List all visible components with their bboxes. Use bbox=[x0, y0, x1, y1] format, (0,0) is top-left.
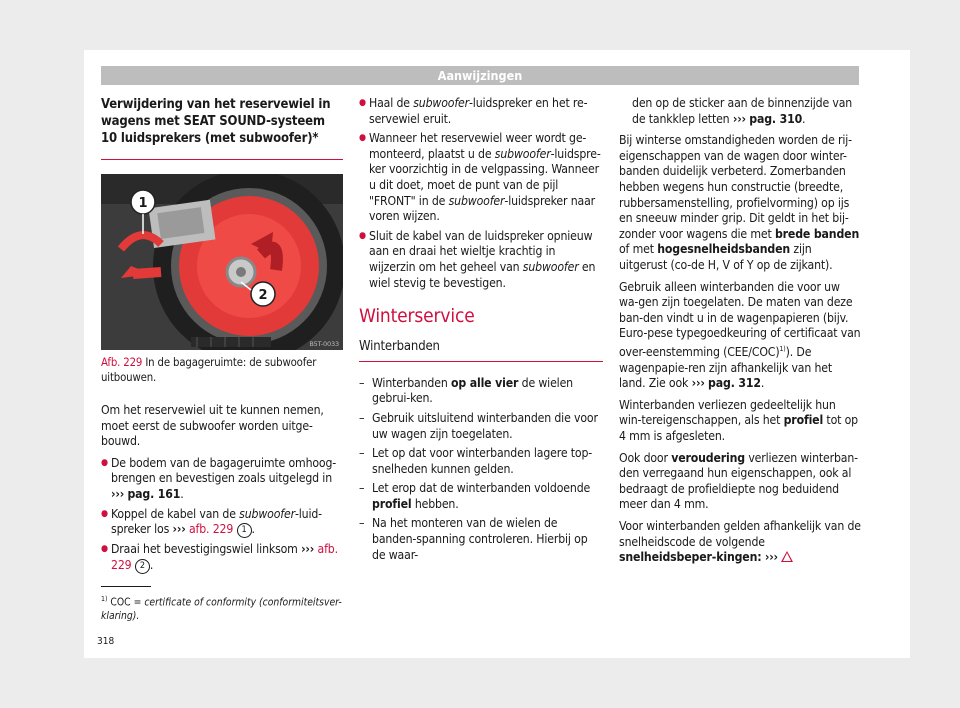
figure-link[interactable]: afb. 229 bbox=[111, 542, 338, 572]
dash-item: – Let erop dat de winterbanden voldoende profiel hebben. bbox=[359, 481, 603, 512]
paragraph: Winterbanden verliezen gedeeltelijk hun win-tereigenschappen, als het profiel tot op 4 mm is afgesleten. bbox=[619, 397, 858, 443]
page-link[interactable]: pag. 310 bbox=[749, 111, 803, 126]
bullet-item: ● Wanneer het reservewiel weer wordt ge-monteerd, plaatst u de subwoofer-luidspre-ker voorzichtig in de velgpassing. Wanneer u dit doet, moet de punt van de pijl "FRONT" in de subwoofer-luidspreker naar voren wijzen. bbox=[359, 131, 603, 225]
caption-text: In de bagageruimte: de subwoofer uitbouwen. bbox=[101, 356, 317, 384]
paragraph: Ook door veroudering verliezen winterban-den verregaand hun eigenschappen, ook al bedraagt de profieldiepte nog beduidend meer dan 4 mm. bbox=[619, 450, 858, 512]
dash-item: – Winterbanden op alle vier de wielen gebrui-ken. bbox=[359, 376, 603, 407]
callout-number: 2 bbox=[135, 559, 150, 574]
figure-subwoofer bbox=[101, 174, 343, 350]
figure-caption bbox=[101, 356, 343, 385]
subsection-divider bbox=[359, 361, 603, 362]
section-title: Verwijdering van het reservewiel in wagens met SEAT SOUND-systeem 10 luidsprekers (met subwoofer)* bbox=[101, 97, 331, 146]
bullet-item: ● Draai het bevestigingswiel linksom ››› afb. 229 2 . bbox=[101, 542, 343, 574]
callout-number: 1 bbox=[237, 523, 252, 538]
dash-item: – Gebruik uitsluitend winterbanden die voor uw wagen zijn toegelaten. bbox=[359, 411, 603, 442]
page-number: 318 bbox=[97, 636, 115, 647]
figure-link[interactable]: afb. 229 bbox=[188, 522, 234, 537]
dash-item: – Let op dat voor winterbanden lagere top-snelheden kunnen gelden. bbox=[359, 446, 603, 477]
figure-label-2: 2 bbox=[258, 288, 268, 303]
section-heading: Winterservice bbox=[359, 305, 475, 328]
figure-illustration bbox=[101, 174, 343, 350]
paragraph: Bij winterse omstandigheden worden de rij-eigenschappen van de wagen door winter-banden duidelijk verbeterd. Zomerbanden hebben wegens hun constructie (breedte, rubbersamenstelling, profielvorming) op ijs en sneeuw minder grip. Dit geldt in het bij-zonder voor wagens die met brede banden of met hogesnelheidsbanden zijn uitgerust (co-de H, V of Y op de zijkant). bbox=[619, 133, 860, 272]
intro-paragraph: Om het reservewiel uit te kunnen nemen, moet eerst de subwoofer worden uitge-bouwd. bbox=[101, 403, 324, 449]
column-1 bbox=[101, 96, 343, 578]
subsection-heading: Winterbanden bbox=[359, 339, 440, 355]
bullet-item: ● Koppel de kabel van de subwoofer-luid-spreker los ››› afb. 229 1 . bbox=[101, 507, 343, 539]
column-3 bbox=[619, 96, 861, 572]
figure-code: B5T-0033 bbox=[309, 340, 339, 348]
paragraph: Gebruik alleen winterbanden die voor uw wa-gen zijn toegelaten. De maten van deze ban-den vindt u in de wagenpapieren (bijv. Euro-pese typegoedkeuring of certificaat van over-eenstemming $(CEE/COC)^{1)}$). De wagenpapie-ren zijn afhankelijk van het land. Zie ook ››› pag. 312. bbox=[619, 279, 861, 391]
section-divider bbox=[101, 159, 343, 160]
caption-ref: Afb. 229 bbox=[101, 356, 143, 369]
column-2 bbox=[359, 96, 603, 567]
footnote-divider bbox=[101, 586, 151, 587]
bullet-item: ● Haal de subwoofer-luidspreker en het re-servewiel eruit. bbox=[359, 96, 603, 127]
paragraph: Voor winterbanden gelden afhankelijk van de snelheidscode de volgende snelheidsbeper-kingen: ››› bbox=[619, 518, 861, 565]
bullet-item: ● Sluit de kabel van de luidspreker opnieuw aan en draai het wieltje krachtig in wijzerzin om het geheel van subwoofer en wiel stevig te bevestigen. bbox=[359, 229, 603, 291]
footnote: $^{1)}$ COC = certificate of conformity (conformiteitsver-klaring). bbox=[101, 595, 342, 622]
page-link[interactable]: pag. 312 bbox=[708, 376, 761, 391]
page-link[interactable]: pag. 161 bbox=[127, 486, 181, 501]
paragraph: den op de sticker aan de binnenzijde van de tankklep letten ››› pag. 310. bbox=[632, 96, 853, 126]
header-bar: Aanwijzingen bbox=[101, 66, 859, 85]
bullet-item: ● De bodem van de bagageruimte omhoog-brengen en bevestigen zoals uitgelegd in ››› pag. 161. bbox=[101, 456, 343, 503]
warning-icon bbox=[781, 551, 793, 562]
dash-item: – Na het monteren van de wielen de banden-spanning controleren. Hierbij op de waar- bbox=[359, 516, 603, 563]
figure-label-1: 1 bbox=[138, 196, 148, 211]
